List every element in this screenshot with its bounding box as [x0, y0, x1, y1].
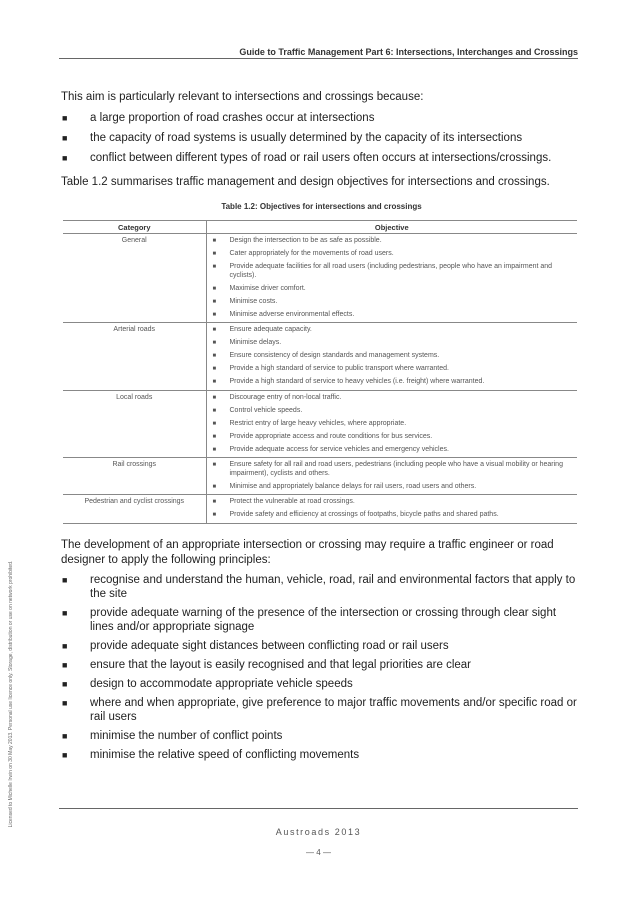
- table-row: [63, 234, 577, 323]
- list-item: ■ provide adequate sight distances between conflicting road or rail users: [62, 639, 449, 652]
- category-cell: Arterial roads: [63, 323, 206, 391]
- list-item: ■ Provide a high standard of service to heavy vehicles (i.e. freight) where warranted.: [212, 378, 485, 386]
- list-item: ■ Minimise adverse environmental effects.: [212, 310, 355, 318]
- category-cell: Local roads: [63, 390, 206, 458]
- objective-cell: [206, 390, 577, 458]
- objective-column-header: Objective: [206, 221, 577, 234]
- bullet-icon: ■: [62, 678, 68, 689]
- list-item: ■ Restrict entry of large heavy vehicles, where appropriate.: [212, 419, 407, 427]
- category-column-header: Category: [63, 221, 206, 234]
- list-item: ■ Cater appropriately for the movements of road users.: [212, 249, 394, 257]
- bullet-icon: ■: [62, 730, 68, 741]
- licence-note: Licensed to Michelle Irwin on 30 May 2013. Personal use licence only. Storage, distribution or use on network prohibited.: [8, 560, 14, 828]
- table-row: [63, 390, 577, 458]
- list-item: ■ where and when appropriate, give preference to major traffic movements and/or specific road or rail users: [62, 696, 577, 723]
- bullet-icon: ■: [62, 113, 68, 123]
- list-item: ■ ensure that the layout is easily recognised and that legal priorities are clear: [62, 658, 471, 671]
- publisher-footer: Austroads 2013: [275, 827, 362, 837]
- bullet-icon: ■: [212, 379, 217, 386]
- list-item: ■ Protect the vulnerable at road crossings.: [212, 498, 355, 506]
- list-item: ■ conflict between different types of road or rail users often occurs at intersections/crossings.: [62, 152, 552, 164]
- bullet-icon: ■: [212, 250, 217, 257]
- bullet-icon: ■: [62, 607, 68, 618]
- bullet-icon: ■: [212, 446, 217, 453]
- list-item: ■ Minimise delays.: [212, 339, 282, 347]
- bullet-icon: ■: [212, 353, 217, 360]
- bullet-icon: ■: [62, 749, 68, 760]
- bullet-icon: ■: [62, 574, 68, 585]
- bullet-icon: ■: [212, 420, 217, 427]
- category-cell: Rail crossings: [63, 458, 206, 495]
- table-summary: Table 1.2 summarises traffic management and design objectives for intersections and crossings.: [61, 176, 550, 188]
- list-item: ■ Design the intersection to be as safe as possible.: [212, 237, 382, 244]
- bullet-icon: ■: [212, 512, 217, 519]
- header-divider: [59, 58, 578, 59]
- list-item: ■ Provide adequate access for service vehicles and emergency vehicles.: [212, 445, 449, 453]
- list-item: ■ Ensure consistency of design standards and management systems.: [212, 352, 440, 360]
- list-item: ■ Control vehicle speeds.: [212, 406, 303, 414]
- list-item: ■ Discourage entry of non-local traffic.: [212, 393, 342, 401]
- list-item: ■ Maximise driver comfort.: [212, 284, 306, 292]
- bullet-icon: ■: [62, 640, 68, 651]
- list-item: ■ the capacity of road systems is usually determined by the capacity of its intersections: [62, 132, 523, 144]
- intro-lead: This aim is particularly relevant to intersections and crossings because:: [61, 91, 424, 103]
- table-caption: Table 1.2: Objectives for intersections and crossings: [221, 202, 422, 211]
- bullet-icon: ■: [62, 133, 68, 143]
- page-number: — 4 —: [306, 848, 331, 857]
- bullet-icon: ■: [212, 462, 217, 469]
- list-item: ■ minimise the number of conflict points: [62, 729, 283, 742]
- objective-cell: [206, 458, 577, 495]
- intro-bullet-list: [61, 111, 578, 165]
- bullet-icon: ■: [212, 263, 217, 270]
- bullet-icon: ■: [212, 433, 217, 440]
- table-row: [63, 495, 577, 524]
- list-item: ■ Provide safety and efficiency at crossings of footpaths, bicycle paths and shared paths.: [212, 511, 499, 519]
- list-item: ■ Ensure adequate capacity.: [212, 326, 312, 334]
- bullet-icon: ■: [212, 366, 217, 373]
- bullet-icon: ■: [212, 298, 217, 305]
- document-body: [61, 90, 578, 762]
- list-item: ■ a large proportion of road crashes occur at intersections: [62, 112, 375, 124]
- table-row: [63, 458, 577, 495]
- bullet-icon: ■: [212, 311, 217, 318]
- list-item: ■ Provide adequate facilities for all road users (including pedestrians, people who have an impairment and cyclists).: [212, 262, 553, 279]
- list-item: ■ Minimise and appropriately balance delays for rail users, road users and others.: [212, 482, 477, 490]
- running-header: Guide to Traffic Management Part 6: Intersections, Interchanges and Crossings: [239, 47, 578, 57]
- objective-cell: [206, 495, 577, 524]
- bullet-icon: ■: [212, 340, 217, 347]
- objective-cell: [206, 234, 577, 323]
- list-item: ■ minimise the relative speed of conflicting movements: [62, 748, 360, 761]
- list-item: ■ Provide a high standard of service to public transport where warranted.: [212, 365, 449, 373]
- bullet-icon: ■: [212, 285, 217, 292]
- bullet-icon: ■: [62, 153, 68, 163]
- bullet-icon: ■: [212, 238, 217, 244]
- table-header-row: [63, 221, 577, 234]
- list-item: ■ Provide appropriate access and route conditions for bus services.: [212, 432, 433, 440]
- bullet-icon: ■: [212, 407, 217, 414]
- list-item: ■ Minimise costs.: [212, 297, 278, 305]
- bullet-icon: ■: [212, 499, 217, 506]
- bullet-icon: ■: [212, 483, 217, 490]
- bullet-icon: ■: [212, 394, 217, 401]
- footer-divider: [59, 808, 578, 809]
- bullet-icon: ■: [212, 327, 217, 334]
- list-item: ■ recognise and understand the human, vehicle, road, rail and environmental factors that apply to the site: [62, 573, 576, 600]
- objective-cell: [206, 323, 577, 391]
- bullet-icon: ■: [62, 697, 68, 708]
- list-item: ■ design to accommodate appropriate vehicle speeds: [62, 677, 353, 690]
- category-cell: Pedestrian and cyclist crossings: [63, 495, 206, 524]
- bullet-icon: ■: [62, 659, 68, 670]
- table-row: [63, 323, 577, 391]
- principles-lead: The development of an appropriate intersection or crossing may require a traffic engineer or road designer to apply the following principles:: [61, 538, 554, 566]
- list-item: ■ provide adequate warning of the presence of the intersection or crossing through clear sight lines and/or appropriate signage: [62, 606, 557, 633]
- objectives-table: [63, 220, 577, 524]
- category-cell: General: [63, 234, 206, 323]
- list-item: ■ Ensure safety for all rail and road users, pedestrians (including people who have a visual mobility or hearing impairment), cyclists and others.: [212, 461, 563, 477]
- principles-bullet-list: [61, 573, 578, 762]
